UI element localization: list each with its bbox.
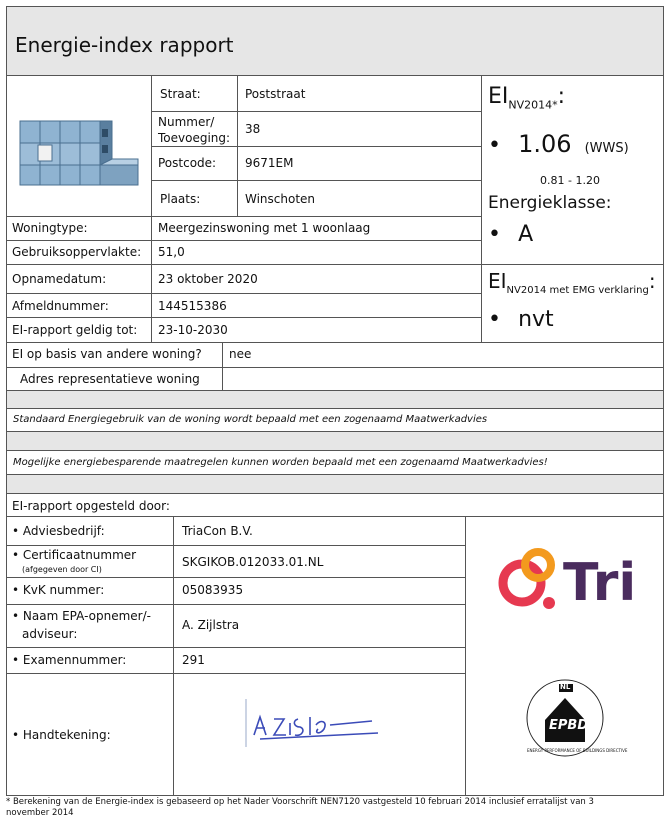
detail-value-oppervlakte: 51,0 <box>158 245 185 259</box>
detail-value-afmeldnummer: 144515386 <box>158 299 227 313</box>
separator-3 <box>6 474 664 494</box>
building-image <box>16 115 140 187</box>
exam-label: • Examennummer: <box>12 653 127 667</box>
epbd-logo-text: EPBD <box>549 718 589 733</box>
kvk-label: • KvK nummer: <box>12 583 105 597</box>
ei-heading: $EI_{NV2014*}$: <box>488 84 566 112</box>
detail-label-afmeldnummer: Afmeldnummer: <box>12 299 109 313</box>
advisor-label-1: • Naam EPA-opnemer/- <box>12 609 151 623</box>
prepared-heading: EI-rapport opgesteld door: <box>12 499 170 513</box>
ei-unit: (WWS) <box>584 141 629 156</box>
note-standard: Standaard Energiegebruik van de woning wordt bepaald met een zogenaamd Maatwerkadvies <box>6 408 664 432</box>
note-measures: Mogelijke energiebesparende maatregelen kunnen worden bepaald met een zogenaamd Maatwerkadvies! <box>6 450 664 475</box>
detail-label-woningtype: Woningtype: <box>12 221 88 235</box>
triacon-logo-mark <box>496 543 566 615</box>
detail-value-opnamedatum: 23 oktober 2020 <box>158 272 258 286</box>
representative-address-label: Adres representatieve woning <box>20 372 200 386</box>
ei-value: 1.06 <box>518 130 572 158</box>
ei-emg-row: • nvt <box>488 307 554 332</box>
company-logo <box>466 517 663 673</box>
energy-class-row: • A <box>488 222 534 247</box>
separator-2 <box>6 431 664 451</box>
company-value: TriaCon B.V. <box>182 524 253 538</box>
company-logo-text: Tri <box>563 553 637 613</box>
title-bar <box>6 6 664 76</box>
signature-image <box>240 695 390 755</box>
postcode-value: 9671EM <box>245 156 294 170</box>
other-house-label: EI op basis van andere woning? <box>12 347 202 361</box>
city-label: Plaats: <box>160 192 201 206</box>
epbd-logo <box>523 676 628 760</box>
energy-class-label: Energieklasse: <box>488 193 612 213</box>
ei-emg-value: nvt <box>518 307 554 332</box>
cert-value: SKGIKOB.012033.01.NL <box>182 555 324 569</box>
ei-value-row: • 1.06 (WWS) <box>488 130 629 158</box>
epbd-ring-text: ENERGY PERFORMANCE OF BUILDINGS DIRECTIVE <box>527 748 628 753</box>
city-value: Winschoten <box>245 192 316 206</box>
detail-value-geldig: 23-10-2030 <box>158 323 228 337</box>
detail-label-opnamedatum: Opnamedatum: <box>12 272 107 286</box>
number-label: Nummer/ Toevoeging: <box>158 115 231 145</box>
detail-value-woningtype: Meergezinswoning met 1 woonlaag <box>158 221 371 235</box>
street-label: Straat: <box>160 87 201 101</box>
energy-class-value: A <box>518 222 534 247</box>
signature-label: • Handtekening: <box>12 728 111 742</box>
company-label: • Adviesbedrijf: <box>12 524 105 538</box>
footnote: * Berekening van de Energie-index is gebaseerd op het Nader Voorschrift NEN7120 vastgesteld 10 februari 2014 inclusief erratalijst van 3 november 2014 <box>6 797 594 818</box>
cert-label: • Certificaatnummer <box>12 548 137 562</box>
other-house-value: nee <box>229 347 252 361</box>
separator-1 <box>6 390 664 409</box>
kvk-value: 05083935 <box>182 583 244 597</box>
ei-emg-heading: $EI_{NV2014 met EMG verklaring}$: <box>488 269 656 296</box>
advisor-value: A. Zijlstra <box>182 618 240 632</box>
report-title: Energie-index rapport <box>15 33 234 57</box>
advisor-label-2: adviseur: <box>22 627 78 641</box>
number-value: 38 <box>245 122 261 136</box>
detail-label-oppervlakte: Gebruiksoppervlakte: <box>12 245 142 259</box>
detail-label-geldig: EI-rapport geldig tot: <box>12 323 138 337</box>
postcode-label: Postcode: <box>158 156 217 170</box>
street-value: Poststraat <box>245 87 306 101</box>
ei-range: 0.81 - 1.20 <box>540 174 600 187</box>
epbd-nl-text: NL <box>560 683 571 691</box>
cert-sublabel: (afgegeven door CI) <box>22 565 102 574</box>
exam-value: 291 <box>182 653 205 667</box>
